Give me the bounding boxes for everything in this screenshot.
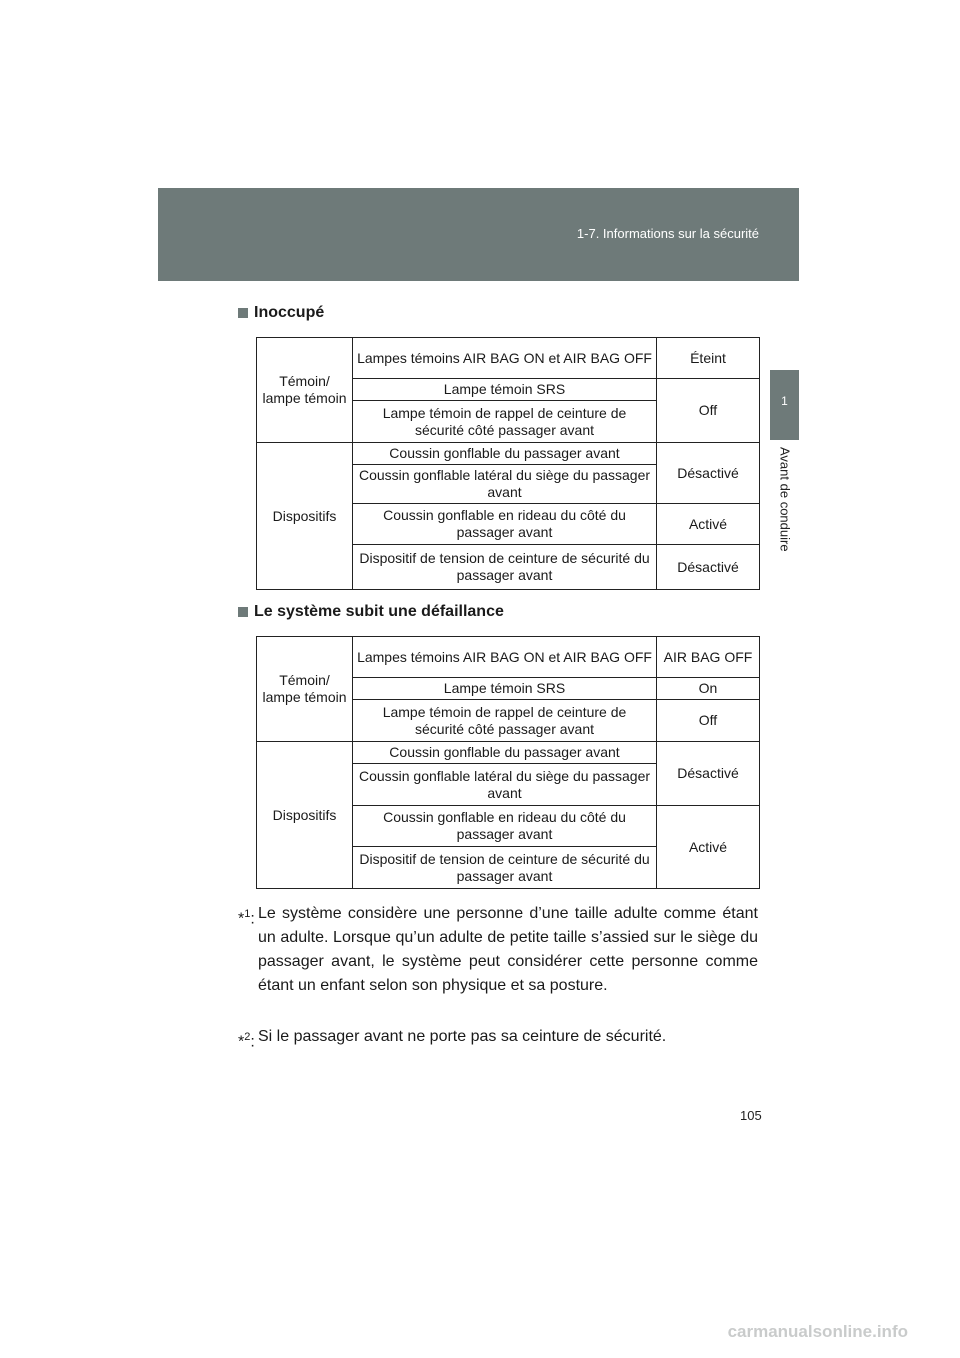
footnote-marker: *$^2$: <box>238 1031 255 1051</box>
table-cell: Coussin gonflable du passager avant <box>353 443 657 465</box>
table-cell: Désactivé <box>657 742 760 806</box>
status-table-defaillance <box>256 636 760 889</box>
row-group-label: Dispositifs <box>257 443 353 590</box>
footnote-text: Si le passager avant ne porte pas sa ceinture de sécurité. <box>258 1028 667 1045</box>
table-cell: Lampe témoin SRS <box>353 678 657 700</box>
section-title: 1-7. Informations sur la sécurité <box>576 226 759 241</box>
chapter-label: Avant de conduire <box>777 447 793 552</box>
table-cell: Lampe témoin de rappel de ceinture de sécurité côté passager avant <box>353 401 657 443</box>
footnote-2 <box>238 1025 758 1054</box>
table-cell: Désactivé <box>657 443 760 504</box>
table-cell: Coussin gonflable en rideau du côté du passager avant <box>353 806 657 847</box>
watermark: carmanualsonline.info <box>727 1322 908 1341</box>
chapter-header <box>158 188 799 281</box>
table-cell: Coussin gonflable du passager avant <box>353 742 657 764</box>
table-cell: Dispositif de tension de ceinture de sécurité du passager avant <box>353 847 657 889</box>
table-cell: Coussin gonflable latéral du siège du passager avant <box>353 465 657 504</box>
status-table-inoccupe <box>256 337 760 590</box>
chapter-tab <box>770 370 799 440</box>
table-cell: Lampes témoins AIR BAG ON et AIR BAG OFF <box>353 637 657 678</box>
section-heading-defaillance <box>238 603 504 621</box>
row-group-label: Témoin/ lampe témoin <box>257 637 353 742</box>
footnote-marker: *$^1$: <box>238 908 255 928</box>
heading-text: Le système subit une défaillance <box>254 603 504 620</box>
chapter-label-container <box>772 447 798 567</box>
heading-text: Inoccupé <box>254 304 325 321</box>
table-cell: Activé <box>657 806 760 889</box>
row-group-label: Témoin/ lampe témoin <box>257 338 353 443</box>
table-cell: Coussin gonflable en rideau du côté du passager avant <box>353 504 657 545</box>
footnote-text: Le système considère une personne d’une taille adulte comme étant un adulte. Lorsque qu’un adulte de petite taille s’assied sur le siège du passager avant, le système peut considérer cette personne comme étant un enfant selon son physique et sa posture. <box>258 905 758 994</box>
page-number: 105 <box>740 1108 762 1123</box>
table-cell: Lampe témoin de rappel de ceinture de sécurité côté passager avant <box>353 700 657 742</box>
table-row <box>257 742 760 764</box>
table-row <box>257 637 760 678</box>
square-bullet-icon <box>238 308 248 318</box>
square-bullet-icon <box>238 607 248 617</box>
table-cell: AIR BAG OFF <box>657 637 760 678</box>
section-heading-inoccupe <box>238 304 324 322</box>
table-cell: Lampe témoin SRS <box>353 379 657 401</box>
table-cell: Lampes témoins AIR BAG ON et AIR BAG OFF <box>353 338 657 379</box>
table-cell: On <box>657 678 760 700</box>
table-row <box>257 338 760 379</box>
table-cell: Dispositif de tension de ceinture de sécurité du passager avant <box>353 545 657 590</box>
table-row <box>257 443 760 465</box>
row-group-label: Dispositifs <box>257 742 353 889</box>
footnote-1 <box>238 902 758 998</box>
table-cell: Activé <box>657 504 760 545</box>
table-cell: Éteint <box>657 338 760 379</box>
table-cell: Off <box>657 379 760 443</box>
chapter-number: 1 <box>781 394 788 408</box>
table-cell: Off <box>657 700 760 742</box>
table-cell: Coussin gonflable latéral du siège du passager avant <box>353 764 657 806</box>
table-cell: Désactivé <box>657 545 760 590</box>
